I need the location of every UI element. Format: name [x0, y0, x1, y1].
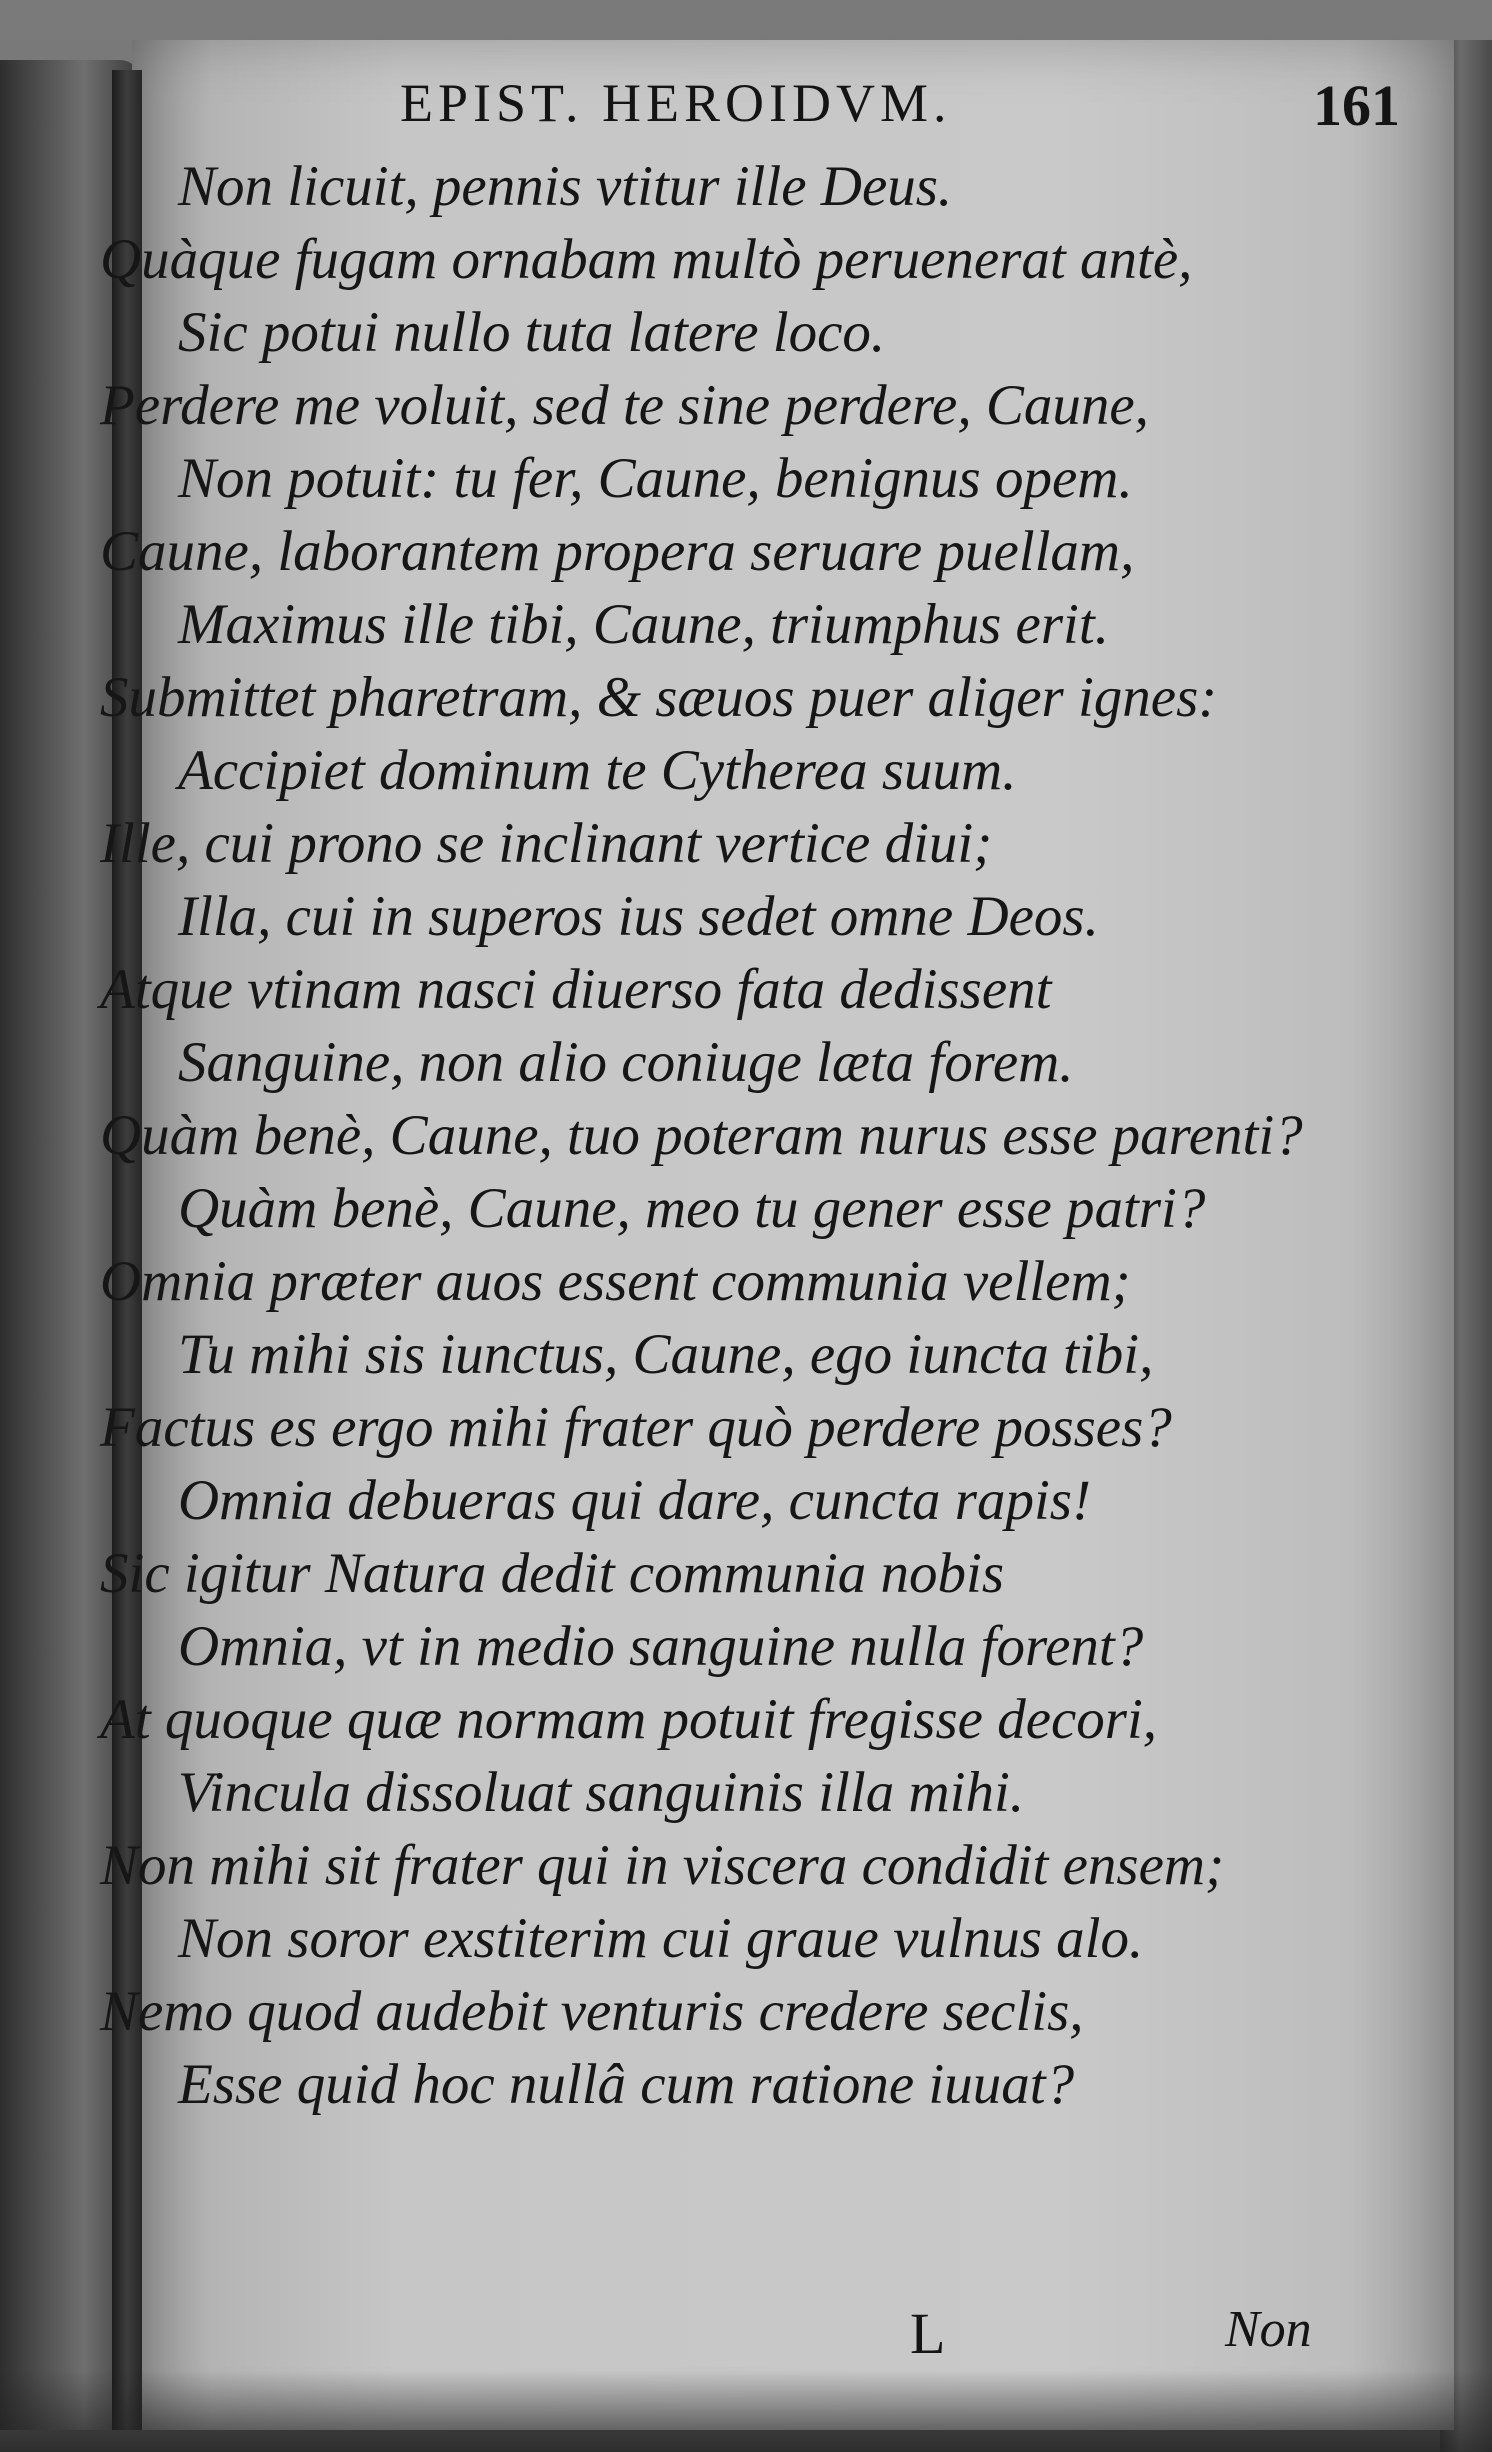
verse-line: Omnia præter auos essent communia vellem;	[100, 1250, 1131, 1313]
verse-line: Maximus ille tibi, Caune, triumphus erit.	[178, 593, 1109, 656]
bottom-shadow	[0, 2370, 1492, 2452]
verse-line: Perdere me voluit, sed te sine perdere, Caune,	[100, 374, 1149, 437]
catchword: Non	[1225, 2301, 1312, 2358]
verse-line: Omnia debueras qui dare, cuncta rapis!	[178, 1469, 1091, 1532]
verse-line: Accipiet dominum te Cytherea suum.	[178, 739, 1017, 802]
verse-line: Caune, laborantem propera seruare puellam,	[100, 520, 1135, 583]
verse-line: Factus es ergo mihi frater quò perdere posses?	[100, 1396, 1172, 1459]
verse-line: Quàm benè, Caune, meo tu gener esse patri?	[178, 1177, 1206, 1240]
verse-line: Sic igitur Natura dedit communia nobis	[100, 1542, 1005, 1605]
verse-line: Non potuit: tu fer, Caune, benignus opem.	[178, 447, 1133, 510]
verse-line: Quàm benè, Caune, tuo poteram nurus esse parenti?	[100, 1104, 1303, 1167]
verse-line: Omnia, vt in medio sanguine nulla forent?	[178, 1615, 1144, 1678]
verse-line: Atque vtinam nasci diuerso fata dedissent	[100, 958, 1052, 1021]
verse-line: Ille, cui prono se inclinant vertice diui;	[100, 812, 993, 875]
page-header	[400, 72, 1400, 142]
verse-line: Esse quid hoc nullâ cum ratione iuuat?	[178, 2053, 1075, 2116]
verse-line: Quàque fugam ornabam multò peruenerat antè,	[100, 228, 1193, 291]
verse-line: Sic potui nullo tuta latere loco.	[178, 301, 886, 364]
verse-line: Non soror exstiterim cui graue vulnus alo.	[178, 1907, 1144, 1970]
verse-line: Tu mihi sis iunctus, Caune, ego iuncta tibi,	[178, 1323, 1154, 1386]
verse-text	[100, 150, 1430, 2121]
verse-line: At quoque quæ normam potuit fregisse decori,	[100, 1688, 1158, 1751]
verse-line: Submittet pharetram, & sæuos puer aliger ignes:	[100, 666, 1218, 729]
verse-line: Illa, cui in superos ius sedet omne Deos.	[178, 885, 1099, 948]
verse-line: Non mihi sit frater qui in viscera condidit ensem;	[100, 1834, 1225, 1897]
page-number: 161	[1313, 73, 1400, 138]
signature-mark: L	[910, 2301, 946, 2366]
verse-line: Non licuit, pennis vtitur ille Deus.	[178, 155, 953, 218]
verse-line: Sanguine, non alio coniuge læta forem.	[178, 1031, 1074, 1094]
verse-line: Vincula dissoluat sanguinis illa mihi.	[178, 1761, 1025, 1824]
verse-line: Nemo quod audebit venturis credere seclis,	[100, 1980, 1084, 2043]
running-head: EPIST. HEROIDVM.	[400, 73, 952, 133]
